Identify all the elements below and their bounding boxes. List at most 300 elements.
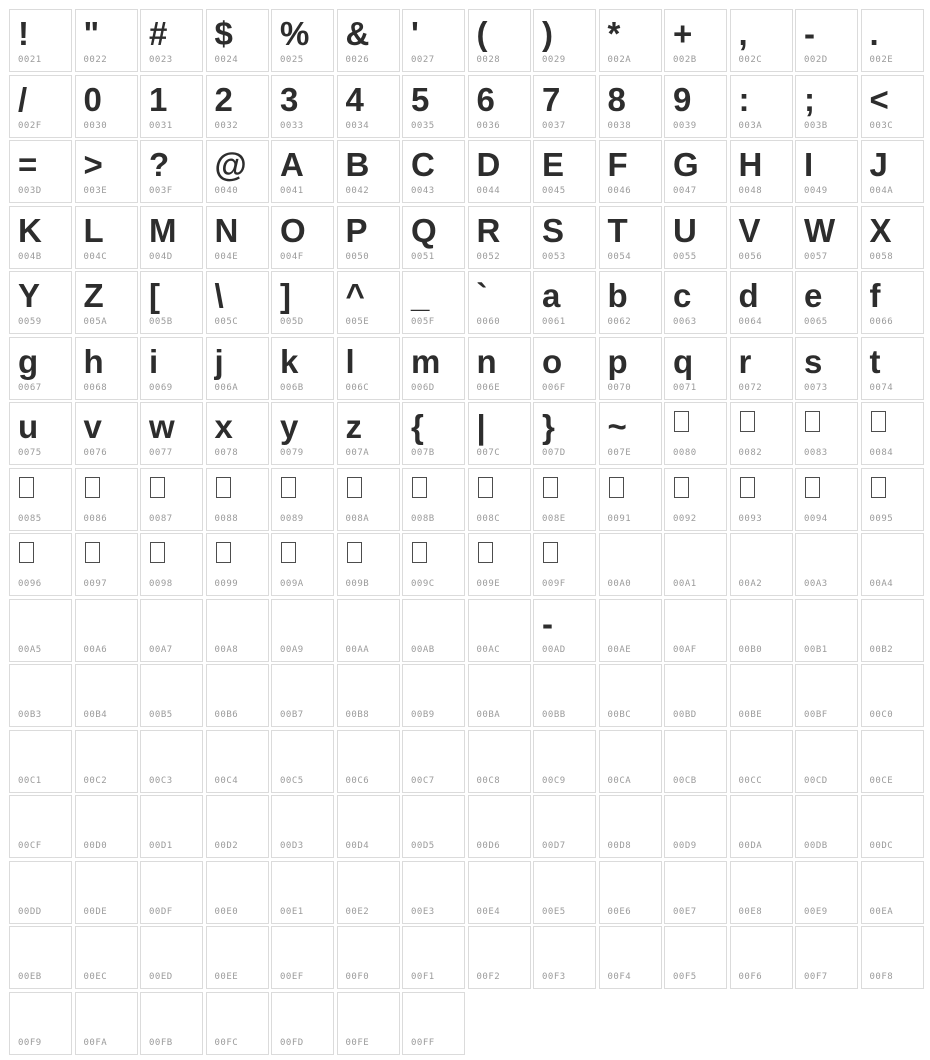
- glyph: %: [280, 15, 310, 52]
- codepoint-label: 008E: [542, 513, 566, 524]
- glyph-cell: [206, 271, 269, 334]
- glyph-cell: [599, 468, 662, 531]
- codepoint-label: 002A: [607, 55, 632, 65]
- codepoint-label: 00A7: [149, 644, 173, 655]
- glyph-cell: [402, 337, 465, 400]
- glyph-cell: [140, 795, 203, 858]
- glyph-cell: [206, 795, 269, 858]
- glyph-cell: [75, 140, 138, 203]
- codepoint-label: 0034: [345, 120, 370, 131]
- codepoint-label: 009F: [542, 579, 566, 589]
- codepoint-label: 00DA: [738, 841, 763, 851]
- glyph: l: [345, 342, 355, 380]
- codepoint-label: 0047: [673, 186, 697, 196]
- glyph-cell: [861, 206, 924, 269]
- glyph-cell: [75, 206, 138, 269]
- glyph: p: [607, 342, 628, 380]
- glyph: 3: [280, 80, 299, 118]
- codepoint-label: 00E3: [411, 906, 435, 917]
- glyph-cell: [795, 861, 858, 924]
- glyph-cell: [795, 9, 858, 72]
- glyph: 4: [345, 80, 364, 118]
- glyph-cell: [271, 664, 334, 727]
- codepoint-label: 0032: [214, 120, 239, 131]
- glyph-cell: [861, 271, 924, 334]
- glyph-cell: [664, 468, 727, 531]
- glyph-cell: [271, 468, 334, 531]
- glyph: $: [214, 15, 233, 52]
- glyph: !: [18, 15, 29, 52]
- glyph-cell: [533, 337, 596, 400]
- codepoint-label: 00DB: [804, 841, 828, 851]
- codepoint-label: 00AD: [542, 644, 566, 655]
- notdef-box-icon: [85, 477, 100, 498]
- codepoint-label: 00A5: [18, 644, 42, 655]
- glyph-cell: [75, 730, 138, 793]
- codepoint-label: 0087: [149, 513, 173, 524]
- glyph-cell: [795, 468, 858, 531]
- codepoint-label: 006B: [280, 382, 304, 393]
- notdef-box-icon: [216, 542, 231, 563]
- glyph: 0: [83, 80, 102, 118]
- glyph: /: [18, 80, 28, 118]
- glyph: 6: [476, 80, 495, 118]
- codepoint-label: 00AB: [411, 644, 435, 655]
- glyph-cell: [75, 337, 138, 400]
- glyph-cell: [730, 795, 793, 858]
- glyph: &: [345, 15, 370, 52]
- codepoint-label: 0049: [804, 186, 828, 196]
- codepoint-label: 0089: [280, 513, 304, 524]
- glyph-cell: [861, 664, 924, 727]
- glyph-cell: [402, 75, 465, 138]
- glyph-cell: [75, 926, 138, 989]
- codepoint-label: 0075: [18, 448, 42, 458]
- glyph: 5: [411, 80, 430, 118]
- glyph-cell: [599, 664, 662, 727]
- codepoint-label: 00E7: [673, 906, 697, 917]
- codepoint-label: 00A8: [214, 644, 239, 655]
- codepoint-label: 002C: [738, 55, 763, 65]
- notdef-box-icon: [674, 411, 689, 432]
- glyph: G: [673, 146, 699, 183]
- codepoint-label: 00F1: [411, 972, 435, 982]
- codepoint-label: 00E6: [607, 906, 632, 917]
- codepoint-label: 0065: [804, 317, 828, 327]
- glyph-cell: [337, 599, 400, 662]
- glyph: [: [149, 277, 160, 314]
- glyph-cell: [664, 337, 727, 400]
- glyph-cell: [402, 992, 465, 1055]
- notdef-box-icon: [543, 542, 558, 563]
- glyph: 8: [607, 80, 626, 118]
- codepoint-label: 00FF: [411, 1037, 435, 1048]
- codepoint-label: 0045: [542, 186, 566, 196]
- glyph-cell: [795, 599, 858, 662]
- glyph-cell: [730, 271, 793, 334]
- glyph-cell: [533, 402, 596, 465]
- codepoint-label: 00DD: [18, 906, 42, 917]
- codepoint-label: 008C: [476, 513, 501, 524]
- codepoint-label: 0061: [542, 317, 566, 327]
- glyph-cell: [271, 9, 334, 72]
- glyph-cell: [730, 730, 793, 793]
- glyph: `: [476, 277, 488, 314]
- glyph-cell: [75, 861, 138, 924]
- codepoint-label: 00F5: [673, 972, 697, 982]
- glyph-cell: [730, 9, 793, 72]
- glyph-cell: [468, 337, 531, 400]
- codepoint-label: 0056: [738, 251, 763, 262]
- glyph-cell: [402, 664, 465, 727]
- codepoint-label: 002D: [804, 55, 828, 65]
- glyph-cell: [468, 402, 531, 465]
- codepoint-label: 0033: [280, 120, 304, 131]
- glyph-cell: [402, 730, 465, 793]
- codepoint-label: 0097: [83, 579, 108, 589]
- glyph-cell: [533, 206, 596, 269]
- glyph-cell: [468, 75, 531, 138]
- notdef-box-icon: [19, 542, 34, 563]
- codepoint-label: 0074: [869, 382, 894, 393]
- glyph-cell: [861, 926, 924, 989]
- glyph-cell: [271, 533, 334, 596]
- codepoint-label: 00D4: [345, 841, 370, 851]
- codepoint-label: 00C8: [476, 775, 501, 786]
- codepoint-label: 005F: [411, 317, 435, 327]
- codepoint-label: 009B: [345, 579, 370, 589]
- glyph: *: [607, 15, 621, 52]
- glyph: 2: [214, 80, 233, 118]
- glyph-cell: [861, 468, 924, 531]
- codepoint-label: 00C0: [869, 710, 894, 720]
- codepoint-label: 0080: [673, 448, 697, 458]
- glyph-cell: [9, 337, 72, 400]
- glyph: t: [869, 342, 881, 380]
- glyph-cell: [861, 9, 924, 72]
- glyph-cell: [9, 795, 72, 858]
- glyph-cell: [140, 926, 203, 989]
- glyph-cell: [795, 75, 858, 138]
- glyph-cell: [9, 533, 72, 596]
- glyph: ~: [607, 408, 627, 445]
- glyph-cell: [140, 9, 203, 72]
- codepoint-label: 00BD: [673, 710, 697, 720]
- codepoint-label: 0038: [607, 120, 632, 131]
- codepoint-label: 006D: [411, 382, 435, 393]
- glyph-cell: [206, 468, 269, 531]
- glyph: 7: [542, 80, 561, 118]
- glyph: f: [869, 277, 881, 314]
- codepoint-label: 002B: [673, 55, 697, 65]
- codepoint-label: 00DF: [149, 906, 173, 917]
- glyph-cell: [9, 9, 72, 72]
- glyph-cell: [206, 730, 269, 793]
- codepoint-label: 00D3: [280, 841, 304, 851]
- glyph: d: [738, 277, 759, 314]
- glyph-cell: [599, 9, 662, 72]
- glyph: M: [149, 211, 177, 249]
- codepoint-label: 00C7: [411, 775, 435, 786]
- codepoint-label: 0070: [607, 382, 632, 393]
- codepoint-label: 00A6: [83, 644, 108, 655]
- codepoint-label: 00BE: [738, 710, 763, 720]
- glyph: <: [869, 80, 889, 118]
- glyph-cell: [730, 664, 793, 727]
- codepoint-label: 003D: [18, 186, 42, 196]
- notdef-box-icon: [805, 411, 820, 432]
- notdef-box-icon: [412, 542, 427, 563]
- codepoint-label: 00ED: [149, 972, 173, 982]
- glyph-cell: [206, 664, 269, 727]
- glyph-cell: [468, 664, 531, 727]
- codepoint-label: 009C: [411, 579, 435, 589]
- glyph-cell: [337, 206, 400, 269]
- glyph-cell: [9, 75, 72, 138]
- glyph-cell: [533, 140, 596, 203]
- glyph: +: [673, 15, 693, 52]
- glyph-cell: [730, 926, 793, 989]
- glyph-cell: [468, 926, 531, 989]
- codepoint-label: 0021: [18, 55, 42, 65]
- glyph-cell: [599, 402, 662, 465]
- glyph: ): [542, 15, 553, 52]
- codepoint-label: 00F8: [869, 972, 894, 982]
- glyph-cell: [402, 926, 465, 989]
- codepoint-label: 00B4: [83, 710, 108, 720]
- glyph-cell: [337, 664, 400, 727]
- glyph: ]: [280, 277, 291, 314]
- codepoint-label: 0046: [607, 186, 632, 196]
- codepoint-label: 0094: [804, 513, 828, 524]
- codepoint-label: 0088: [214, 513, 239, 524]
- notdef-box-icon: [609, 477, 624, 498]
- glyph-cell: [730, 206, 793, 269]
- codepoint-label: 00B3: [18, 710, 42, 720]
- codepoint-label: 009A: [280, 579, 304, 589]
- notdef-box-icon: [412, 477, 427, 498]
- codepoint-label: 00A0: [607, 579, 632, 589]
- glyph-cell: [795, 206, 858, 269]
- codepoint-label: 003C: [869, 120, 894, 131]
- codepoint-label: 003F: [149, 186, 173, 196]
- notdef-box-icon: [478, 542, 493, 563]
- glyph-cell: [271, 926, 334, 989]
- glyph-cell: [533, 533, 596, 596]
- codepoint-label: 00AE: [607, 644, 632, 655]
- glyph: a: [542, 277, 561, 314]
- glyph-cell: [533, 468, 596, 531]
- glyph: 1: [149, 80, 168, 118]
- codepoint-label: 00DC: [869, 841, 894, 851]
- codepoint-label: 00A2: [738, 579, 763, 589]
- codepoint-label: 004B: [18, 251, 42, 262]
- glyph-cell: [730, 468, 793, 531]
- codepoint-label: 00F6: [738, 972, 763, 982]
- glyph-cell: [664, 402, 727, 465]
- glyph-cell: [140, 664, 203, 727]
- glyph-cell: [861, 730, 924, 793]
- glyph: }: [542, 408, 555, 445]
- glyph: c: [673, 277, 692, 314]
- glyph-cell: [795, 926, 858, 989]
- glyph: o: [542, 342, 563, 380]
- glyph-cell: [140, 730, 203, 793]
- glyph-cell: [271, 337, 334, 400]
- codepoint-label: 007D: [542, 448, 566, 458]
- glyph-cell: [271, 599, 334, 662]
- codepoint-label: 00BC: [607, 710, 632, 720]
- glyph: P: [345, 211, 368, 249]
- codepoint-label: 005C: [214, 317, 239, 327]
- glyph-cell: [206, 140, 269, 203]
- glyph-cell: [9, 926, 72, 989]
- glyph-cell: [599, 140, 662, 203]
- glyph-cell: [337, 402, 400, 465]
- glyph-cell: [206, 533, 269, 596]
- glyph-cell: [599, 533, 662, 596]
- glyph-cell: [861, 861, 924, 924]
- glyph-cell: [664, 140, 727, 203]
- codepoint-label: 005E: [345, 317, 370, 327]
- glyph-cell: [664, 664, 727, 727]
- glyph-cell: [271, 206, 334, 269]
- glyph-cell: [206, 402, 269, 465]
- codepoint-label: 0069: [149, 382, 173, 393]
- glyph-cell: [75, 664, 138, 727]
- codepoint-label: 0048: [738, 186, 763, 196]
- glyph-cell: [599, 861, 662, 924]
- codepoint-label: 00F2: [476, 972, 501, 982]
- glyph-cell: [795, 730, 858, 793]
- codepoint-label: 0035: [411, 120, 435, 131]
- glyph-cell: [664, 271, 727, 334]
- glyph-cell: [271, 730, 334, 793]
- glyph-cell: [402, 795, 465, 858]
- codepoint-label: 0067: [18, 382, 42, 393]
- glyph-cell: [337, 271, 400, 334]
- glyph-cell: [9, 861, 72, 924]
- codepoint-label: 00F7: [804, 972, 828, 982]
- glyph: |: [476, 408, 486, 445]
- glyph: #: [149, 15, 168, 52]
- codepoint-label: 0036: [476, 120, 501, 131]
- codepoint-label: 006C: [345, 382, 370, 393]
- codepoint-label: 0041: [280, 186, 304, 196]
- glyph-cell: [468, 206, 531, 269]
- glyph-cell: [599, 75, 662, 138]
- glyph: ^: [345, 277, 365, 314]
- glyph-cell: [468, 140, 531, 203]
- glyph-cell: [271, 795, 334, 858]
- glyph: A: [280, 146, 304, 183]
- glyph-cell: [140, 337, 203, 400]
- codepoint-label: 00EC: [83, 972, 108, 982]
- glyph: Q: [411, 211, 437, 249]
- glyph: x: [214, 408, 233, 445]
- codepoint-label: 004E: [214, 251, 239, 262]
- codepoint-label: 0063: [673, 317, 697, 327]
- glyph: E: [542, 146, 565, 183]
- glyph: O: [280, 211, 306, 249]
- codepoint-label: 0060: [476, 317, 501, 327]
- glyph: N: [214, 211, 239, 249]
- codepoint-label: 0026: [345, 55, 370, 65]
- glyph: -: [542, 604, 553, 642]
- glyph-cell: [140, 75, 203, 138]
- codepoint-label: 00E8: [738, 906, 763, 917]
- glyph: _: [411, 277, 430, 314]
- codepoint-label: 0025: [280, 55, 304, 65]
- glyph-cell: [599, 926, 662, 989]
- glyph-cell: [140, 140, 203, 203]
- glyph-cell: [468, 533, 531, 596]
- codepoint-label: 0024: [214, 55, 239, 65]
- glyph: T: [607, 211, 628, 249]
- codepoint-label: 0057: [804, 251, 828, 262]
- glyph-cell: [795, 795, 858, 858]
- codepoint-label: 005B: [149, 317, 173, 327]
- glyph-cell: [664, 926, 727, 989]
- glyph-cell: [75, 468, 138, 531]
- codepoint-label: 00E4: [476, 906, 501, 917]
- glyph-cell: [730, 337, 793, 400]
- codepoint-label: 004F: [280, 251, 304, 262]
- codepoint-label: 008A: [345, 513, 370, 524]
- codepoint-label: 00CA: [607, 775, 632, 786]
- codepoint-label: 00B2: [869, 644, 894, 655]
- glyph: u: [18, 408, 39, 445]
- codepoint-label: 0040: [214, 186, 239, 196]
- codepoint-label: 0066: [869, 317, 894, 327]
- glyph-cell: [75, 402, 138, 465]
- glyph-cell: [664, 533, 727, 596]
- glyph-cell: [337, 861, 400, 924]
- notdef-box-icon: [740, 411, 755, 432]
- glyph: C: [411, 146, 435, 183]
- codepoint-label: 0051: [411, 251, 435, 262]
- glyph-cell: [468, 271, 531, 334]
- codepoint-label: 00BF: [804, 710, 828, 720]
- notdef-box-icon: [871, 411, 886, 432]
- glyph: ': [411, 15, 419, 52]
- glyph-cell: [75, 75, 138, 138]
- glyph-cell: [795, 140, 858, 203]
- glyph-cell: [533, 75, 596, 138]
- glyph-cell: [730, 533, 793, 596]
- codepoint-label: 004C: [83, 251, 108, 262]
- glyph: m: [411, 342, 441, 380]
- glyph-cell: [533, 599, 596, 662]
- glyph-cell: [206, 926, 269, 989]
- notdef-box-icon: [281, 477, 296, 498]
- glyph: W: [804, 211, 836, 249]
- glyph-cell: [533, 9, 596, 72]
- codepoint-label: 00EA: [869, 906, 894, 917]
- glyph: e: [804, 277, 823, 314]
- glyph-cell: [730, 599, 793, 662]
- glyph-cell: [140, 468, 203, 531]
- glyph: R: [476, 211, 501, 249]
- codepoint-label: 0029: [542, 55, 566, 65]
- glyph-cell: [533, 730, 596, 793]
- codepoint-label: 0062: [607, 317, 632, 327]
- glyph-cell: [861, 402, 924, 465]
- glyph-cell: [337, 926, 400, 989]
- glyph: (: [476, 15, 488, 52]
- codepoint-label: 0077: [149, 448, 173, 458]
- glyph-cell: [664, 861, 727, 924]
